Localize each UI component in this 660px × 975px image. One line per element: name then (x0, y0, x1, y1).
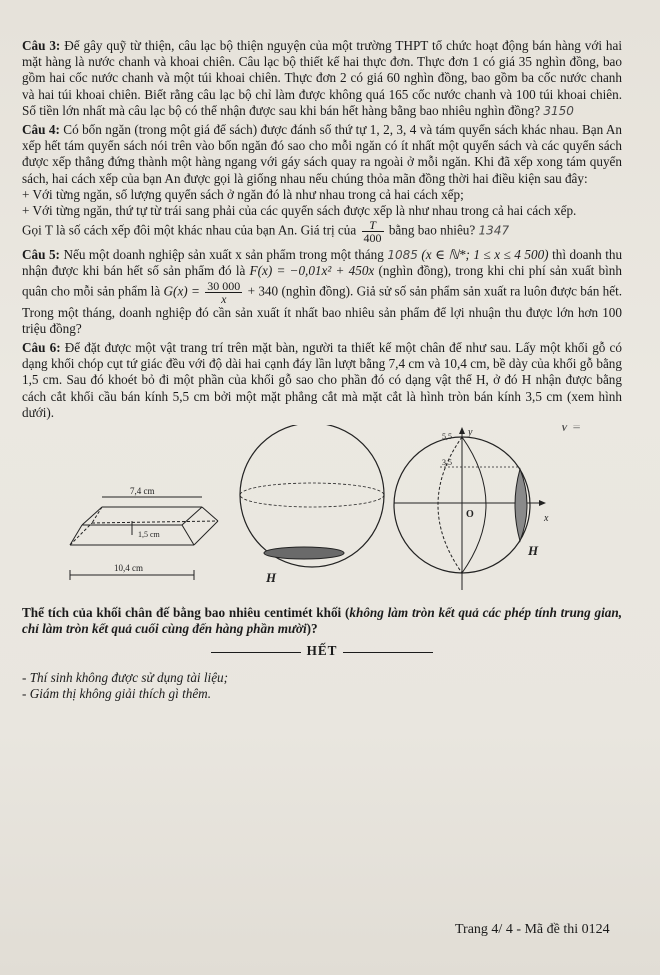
question-6-ask-italic: không làm tròn kết quả các phép tính trung gian, chỉ làm tròn kết quả cuối cùng đến hàng phần mười (22, 605, 622, 637)
frustum-top-right (182, 507, 202, 525)
question-5-line1: Nếu một doanh nghiệp sản xuất x sản phẩm trong một tháng (63, 247, 384, 263)
frustum-top-left (82, 507, 102, 525)
question-5 (22, 247, 622, 337)
question-4-condition-2: + Với từng ngăn, thứ tự từ trái sang phải của các quyển sách được xếp là như nhau trong cả hai cách xếp. (22, 203, 577, 219)
x-axis-arrow (539, 500, 546, 506)
frustum-hidden-back (92, 521, 218, 523)
frustum-right-slant (182, 525, 194, 545)
question-6-ask (22, 605, 622, 637)
cost-fraction-numerator: 30 000 (207, 278, 241, 293)
note-1: - Thí sinh không được sử dụng tài liệu; (22, 669, 229, 685)
y-axis-label: y (468, 427, 473, 439)
question-5-line3: sản xuất bình quân cho mỗi sản phẩm là (22, 263, 622, 299)
question-6 (22, 340, 622, 421)
cost-fraction (205, 280, 242, 305)
question-6-ask-pre: Thể tích của khối chân đế bằng bao nhiêu centimét khối ( (22, 605, 350, 621)
sphere-figure (240, 425, 384, 585)
handwritten-answer-5: 1085 (387, 248, 418, 263)
bottom-edge-label: 10,4 cm (114, 563, 143, 574)
exam-notes (22, 670, 622, 702)
solid-h-label: H (266, 570, 277, 586)
revenue-function: F(x) = −0,01x² + 450x (249, 263, 375, 279)
end-rule-left (211, 652, 301, 653)
question-3-label: Câu 3: (22, 38, 61, 53)
handwritten-answer-4: 1347 (478, 223, 510, 238)
question-5-line2-end: (nghìn đồng), trong khi chi phí (378, 263, 546, 279)
fraction-numerator: T (362, 219, 384, 232)
end-marker (22, 643, 622, 659)
frustum-figure (70, 486, 218, 580)
figure-svg (22, 425, 622, 605)
meridian-solid (462, 437, 486, 573)
question-4-label: Câu 4: (22, 122, 60, 138)
end-text: HẾT (306, 643, 338, 659)
question-4-condition-1: + Với từng ngăn, số lượng quyển sách ở ngăn đó là như nhau trong cả hai cách xếp; (22, 186, 464, 202)
fraction-denominator: 400 (363, 231, 382, 246)
question-5-domain: (x ∈ ℕ*; 1 ≤ x ≤ 4 500) (421, 247, 549, 263)
question-5-line2: thu nhận được khi bán hết số sản phẩm đó là (22, 247, 623, 279)
cost-fraction-denominator: x (221, 291, 227, 306)
origin-label: O (466, 509, 474, 521)
question-4 (22, 122, 622, 244)
end-rule-right (343, 652, 433, 653)
y-axis-arrow (459, 427, 465, 434)
frustum-left-slant (70, 525, 82, 545)
frustum-bottom-right (194, 521, 218, 545)
page-content (22, 38, 622, 702)
question-4-ask: Gọi T là số cách xếp đôi một khác nhau của bạn An. Giá trị của (22, 222, 357, 238)
question-5-label: Câu 5: (22, 247, 60, 263)
cut-section (264, 547, 344, 559)
note-2: - Giám thị không giải thích gì thêm. (22, 685, 211, 701)
question-5-line1-end: thì doanh (552, 247, 602, 263)
radius-label: 5,5 (442, 432, 452, 442)
figures (22, 425, 622, 605)
question-6-label: Câu 6: (22, 340, 61, 356)
question-4-ask-end: bằng bao nhiêu? (388, 222, 476, 238)
cost-function-start: G(x) = (163, 283, 200, 299)
cross-section-figure (394, 425, 581, 590)
region-h-label: H (528, 543, 539, 559)
question-6-ask-post: )? (306, 621, 318, 637)
frustum-back-right (202, 507, 218, 521)
cost-function-end: + 340 (247, 283, 279, 299)
page-footer: Trang 4/ 4 - Mã đề thi 0124 (455, 922, 610, 937)
handwritten-volume: V = (560, 425, 582, 436)
handwritten-answer-3: 3150 (543, 103, 574, 118)
question-5-line4: xuất ra luôn được bán hết. Trong một tháng, doanh nghiệp đó cần sản xuất ít nhất bao nhiêu sản phẩm để lợi nhuận thu được lớn hơn 100 triệu đồng? (22, 283, 623, 336)
x-axis-label: x (544, 513, 549, 525)
cut-radius-label: 3,5 (442, 458, 452, 468)
sphere-equator (240, 483, 384, 507)
question-5-line3-end: (nghìn đồng). Giả sử số sản phẩm sản (281, 283, 481, 299)
top-edge-label: 7,4 cm (130, 486, 155, 497)
thickness-label: 1,5 cm (138, 530, 160, 540)
fraction-t-over-400 (362, 219, 384, 244)
question-6-text: Để đặt được một vật trang trí trên mặt bàn, người ta thiết kế một chân đế như sau. Lấy một khối gỗ có dạng khối chóp cụt tứ giác đều với độ dài hai cạnh đáy lần lượt bằng 7,4 cm và 10,4 cm, bề dày của khối gỗ bằng 1,5 cm. Sau đó khoét bỏ đi một phần của khối gỗ sao cho phần đó có dạng vật thể H, ở đó H nhận được bằng cách cắt khối cầu bán kính 5,5 cm bởi một mặt phẳng cắt mà mặt cắt là hình tròn bán kính 3,5 cm (xem hình dưới). (22, 340, 622, 420)
question-3 (22, 38, 622, 119)
sphere-outline (240, 425, 384, 567)
question-4-text: Có bốn ngăn (trong một giá để sách) được đánh số thứ tự 1, 2, 3, 4 và tám quyển sách khác nhau. Bạn An xếp hết tám quyển sách nói trên vào bốn ngăn đó sao cho mỗi ngăn có ít nhất một quyển sách và các quyển sách được xếp thẳng đứng thành một hàng ngang với gáy sách quay ra ngoài ở mỗi ngăn. Khi đã xếp xong tám quyển sách, hai cách xếp của bạn An được gọi là giống nhau nếu chúng thỏa mãn đồng thời hai điều kiện sau đây: (22, 122, 623, 186)
question-3-text: Để gây quỹ từ thiện, câu lạc bộ thiện nguyện của một trường THPT tổ chức hoạt động bán hàng với hai mặt hàng là nước chanh và khoai chiên. Câu lạc bộ thiết kế hai thực đơn. Thực đơn 1 có giá 35 nghìn đồng, bao gồm hai cốc nước chanh và một túi khoai chiên. Thực đơn 2 có giá 60 nghìn đồng, bao gồm ba cốc nước chanh và hai túi khoai chiên. Biết rằng câu lạc bộ chỉ làm được không quá 165 cốc nước chanh và 100 túi khoai chiên. Số tiền lớn nhất mà câu lạc bộ có thể nhận được sau khi bán hết hàng bằng bao nhiêu nghìn đồng? (22, 38, 623, 118)
